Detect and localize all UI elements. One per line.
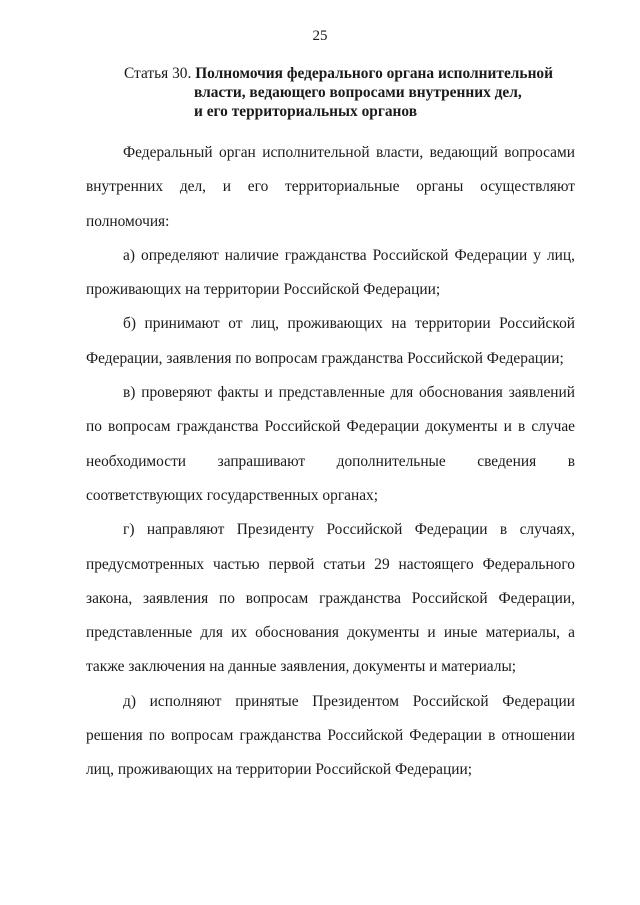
paragraph-item-g [86, 513, 575, 684]
paragraph-line: лиц, проживающих на территории Российской Федерации; [86, 761, 472, 779]
article-heading [124, 64, 584, 121]
paragraph-line: Федерации, заявления по вопросам гражданства Российской Федерации; [86, 349, 564, 367]
paragraph-line: проживающих на территории Российской Федерации; [86, 281, 441, 299]
paragraph-item-b [86, 307, 575, 376]
paragraph-line: а) определяют наличие гражданства Российской Федерации у лиц, [123, 246, 575, 264]
paragraph-intro [86, 136, 575, 239]
paragraph-line: также заключения на данные заявления, документы и материалы; [86, 658, 517, 676]
paragraph-line: закона, заявления по вопросам гражданства Российской Федерации, [86, 589, 575, 607]
paragraph-line: необходимости запрашивают дополнительные сведения в [86, 452, 575, 470]
paragraph-line: Федеральный орган исполнительной власти, ведающий вопросами [123, 144, 575, 161]
article-title-line-3: и его территориальных органов [194, 103, 418, 120]
page-number: 25 [312, 28, 328, 44]
paragraph-line: полномочия: [86, 212, 170, 230]
article-title-line-1: Полномочия федерального органа исполнительной [195, 65, 553, 82]
paragraph-line: предусмотренных частью первой статьи 29 настоящего Федерального [86, 555, 575, 573]
paragraph-line: по вопросам гражданства Российской Федерации документы и в случае [86, 418, 575, 436]
paragraph-line: д) исполняют принятые Президентом Российской Федерации [123, 692, 575, 710]
paragraph-item-d [86, 685, 575, 788]
paragraph-line: решения по вопросам гражданства Российской Федерации в отношении [86, 727, 575, 745]
article-number: Статья 30. [124, 65, 192, 82]
paragraph-line: представленные для их обоснования документы и иные материалы, а [86, 624, 575, 642]
paragraph-item-v [86, 376, 575, 513]
article-title-line-2: власти, ведающего вопросами внутренних дел, [194, 84, 522, 101]
paragraph-line: в) проверяют факты и представленные для обоснования заявлений [123, 384, 575, 402]
paragraph-item-a [86, 239, 575, 308]
article-body [86, 136, 575, 788]
paragraph-line: внутренних дел, и его территориальные органы осуществляют [86, 178, 575, 196]
paragraph-line: б) принимают от лиц, проживающих на территории Российской [123, 315, 575, 333]
paragraph-line: соответствующих государственных органах; [86, 486, 378, 504]
paragraph-line: г) направляют Президенту Российской Федерации в случаях, [123, 521, 575, 539]
